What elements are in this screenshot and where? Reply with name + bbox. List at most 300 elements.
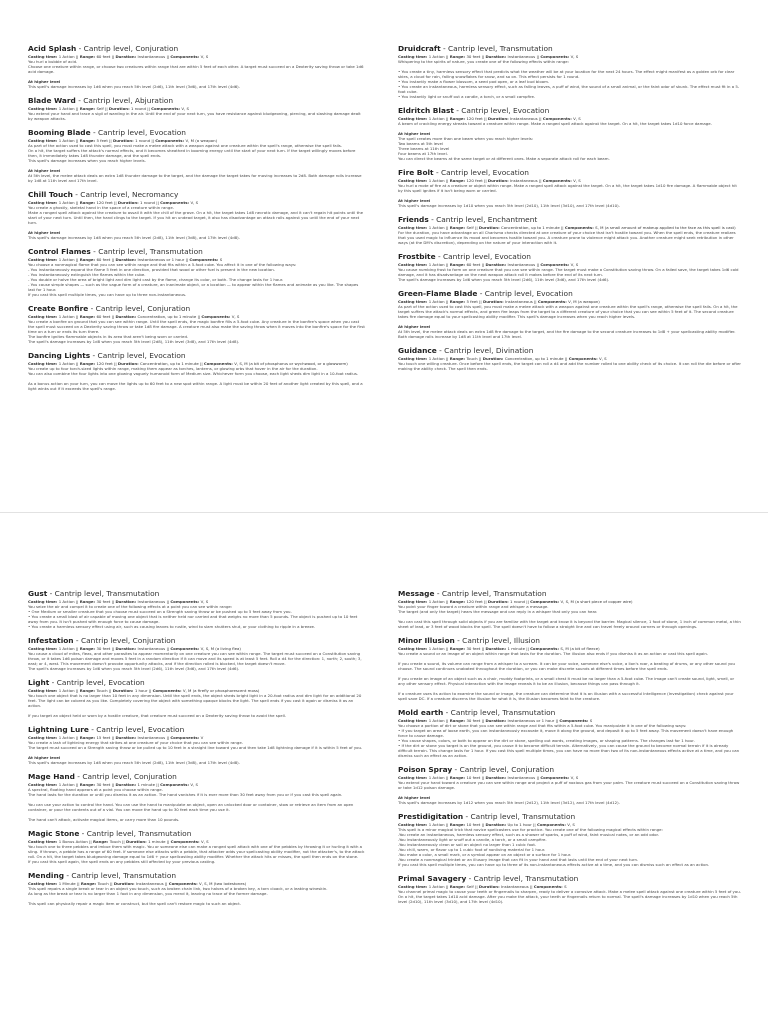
left-column bbox=[28, 589, 366, 1019]
duration-value: Instantaneous bbox=[137, 646, 166, 651]
casting-time-label: Casting time: bbox=[398, 356, 429, 361]
spell-meta: Casting time: 1 Action || Range: Self || Duration: Instantaneous || Components: S bbox=[398, 884, 567, 889]
paragraph: The spell's damage increases by 1d6 when you reach 5th level (2d6), 11th level (3d6), and 17th level (4d6). bbox=[28, 666, 240, 671]
casting-time-value: 1 Action bbox=[58, 361, 75, 366]
spell-entry bbox=[398, 708, 742, 758]
casting-time-value: 1 Action bbox=[428, 822, 445, 827]
components-value: V, S bbox=[570, 54, 579, 59]
spell-title bbox=[28, 871, 366, 880]
casting-time-value: 1 Action bbox=[428, 116, 445, 121]
casting-time-label: Casting time: bbox=[398, 299, 429, 304]
components-value: S, M (a small amount of makeup applied to the face as this spell is cast) bbox=[595, 225, 736, 230]
title-separator: - bbox=[477, 289, 485, 298]
paragraph: As a bonus action on your turn, you can move the lights up to 60 feet to a new spot within range. A light must be within 20 feet of another light created by this spell, and a light winks out if it exceeds the spell's range. bbox=[28, 381, 363, 391]
components-value: V, S bbox=[573, 116, 581, 121]
duration-label: Duration: bbox=[485, 646, 508, 651]
paragraph: -You create an instantaneous, harmless sensory effect, such as a shower of sparks, a puff of wind, faint musical notes, or an odd odor. bbox=[398, 832, 659, 837]
components-value: V, S bbox=[200, 54, 209, 59]
spell-meta: Casting time: 1 Action || Range: 120 feet || Duration: 1 round || Components: V, S, M (a short piece of copper wire) bbox=[398, 599, 633, 604]
paragraph: As part of the action used to cast this spell, you must make a melee attack with a weapon against one creature within the spell's range, otherwise the spell fails. bbox=[28, 143, 343, 148]
components-label: Components: bbox=[151, 106, 182, 111]
spell-description bbox=[398, 827, 742, 867]
components-label: Components: bbox=[530, 599, 561, 604]
casting-time-label: Casting time: bbox=[28, 735, 59, 740]
paragraph: At 5th level, the melee attack deals an extra 1d8 thunder damage to the target, and the damage the target takes for moving increases to 2d8. Both damage rolls increase by 1d8 at 11th level and 17th level. bbox=[28, 173, 362, 183]
duration-value: Instantaneous bbox=[137, 735, 166, 740]
components-label: Components: bbox=[540, 262, 571, 267]
range-label: Range: bbox=[449, 178, 467, 183]
higher-level-heading: At higher level bbox=[398, 198, 431, 203]
spell-name: Eldritch Blast bbox=[398, 106, 454, 115]
range-label: Range: bbox=[449, 262, 467, 267]
spell-entry bbox=[28, 304, 366, 344]
paragraph: You hurl a bubble of acid. bbox=[28, 59, 78, 64]
casting-time-value: 1 Action bbox=[428, 599, 445, 604]
spell-level: Cantrip level, Transmutation bbox=[448, 44, 553, 53]
title-separator: - bbox=[436, 346, 445, 355]
spell-entry bbox=[28, 351, 366, 391]
range-value: 60 feet bbox=[466, 262, 481, 267]
components-value: S bbox=[589, 718, 593, 723]
range-label: Range: bbox=[79, 200, 97, 205]
range-value: Self bbox=[96, 106, 104, 111]
spell-title bbox=[28, 589, 366, 598]
spell-name: Poison Spray bbox=[398, 765, 453, 774]
components-label: Components: bbox=[170, 839, 201, 844]
spell-name: Acid Splash bbox=[28, 44, 77, 53]
paragraph: You channel primal magic to cause your teeth or fingernails to sharpen, ready to deliver a corrosive attack. Make a melee spell attack against one creature within 5 feet of you. On a hit, the target takes 1d10 acid damage. After you make the attack, your teeth or fingernails return to normal. The spell's damage increases by 1d10 when you reach 5th level (2d10), 11th level (3d10), and 17th level (4d10). bbox=[398, 889, 741, 904]
paragraph: You can also combine the four lights into one glowing vaguely humanoid form of Medium size. Whichever form you choose, each light sheds dim light in a 10-foot radius. bbox=[28, 371, 359, 376]
spell-entry bbox=[398, 589, 742, 629]
spell-meta: Casting time: 1 Action || Range: 60 feet || Duration: Instantaneous || Components: V, S bbox=[28, 54, 209, 59]
spell-meta: Casting time: 1 Bonus Action || Range: Touch || Duration: 1 minute || Components: V, S bbox=[28, 839, 209, 844]
spell-entry bbox=[398, 289, 742, 339]
components-value: V bbox=[200, 735, 204, 740]
casting-time-label: Casting time: bbox=[398, 225, 429, 230]
higher-level-heading: At higher level bbox=[28, 79, 61, 84]
paragraph: This spell's damage increases by 1d8 when you reach 5th level (2d8), 11th level (3d8), and 17th level (4d8). bbox=[28, 760, 240, 765]
casting-time-label: Casting time: bbox=[28, 361, 59, 366]
spell-name: Blade Ward bbox=[28, 96, 76, 105]
casting-time-value: 1 Action bbox=[428, 299, 445, 304]
casting-time-value: 1 Minute bbox=[58, 881, 76, 886]
duration-value: 1 minute bbox=[148, 839, 166, 844]
spell-level: Cantrip level, Conjuration bbox=[82, 772, 177, 781]
components-value: V, S, M (a short piece of copper wire) bbox=[560, 599, 633, 604]
paragraph: This spell can physically repair a magic item or construct, but the spell can't restore magic to such an object. bbox=[28, 901, 241, 906]
spell-name: Primal Savagery bbox=[398, 874, 467, 883]
paragraph: - You double or halve the area of bright light and dim light cast by the flame, change its color, or both. The change lasts for 1 hour. bbox=[28, 277, 284, 282]
spell-title bbox=[28, 304, 366, 313]
components-label: Components: bbox=[542, 178, 574, 183]
components-value: V, S bbox=[567, 822, 575, 827]
range-label: Range: bbox=[449, 646, 467, 651]
spell-description bbox=[28, 262, 366, 297]
spell-description bbox=[28, 111, 366, 121]
spell-title bbox=[398, 346, 742, 355]
range-value: 120 feet bbox=[96, 200, 113, 205]
duration-label: Duration: bbox=[115, 257, 138, 262]
duration-label: Duration: bbox=[485, 822, 508, 827]
right-column bbox=[398, 44, 742, 504]
spell-meta: Casting time: 1 Action || Range: 30 feet || Duration: Instantaneous or 1 hour || Components: S bbox=[398, 718, 593, 723]
duration-label: Duration: bbox=[485, 775, 508, 780]
spell-entry bbox=[28, 128, 366, 183]
title-separator: - bbox=[435, 252, 443, 261]
spell-title bbox=[398, 289, 742, 298]
spell-description bbox=[28, 604, 366, 629]
components-label: Components: bbox=[568, 356, 599, 361]
spell-level: Cantrip level, Evocation bbox=[442, 252, 531, 261]
paragraph: You create a sound or an image of an object within range that lasts for the duration. The illusion also ends if you dismiss it as an action or cast this spell again. bbox=[398, 651, 709, 656]
casting-time-label: Casting time: bbox=[28, 314, 59, 319]
paragraph: You cause a cloud of mites, fleas, and other parasites to appear momentarily on one creature you can see within range. The target must succeed on a Constitution saving throw, or it takes 1d6 poison damage and moves 5 feet in a random direction if it can move and its speed is at least 5 feet. Roll a d4 for the direction: 1, north; 2, south; 3, east; or 4, west. This movement doesn't provoke opportunity attacks, and if the direction rolled is blocked, the target doesn't move. bbox=[28, 651, 362, 666]
components-value: V, M (a firefly or phosphorescent moss) bbox=[182, 688, 260, 693]
range-label: Range: bbox=[449, 299, 467, 304]
spell-level: Cantrip level, Evocation bbox=[97, 351, 186, 360]
paragraph: You cause numbing frost to form on one creature that you can see within range. The target must make a Constitution saving throw. On a failed save, the target takes 1d6 cold damage, and it has disadvantage on the next weapon attack roll it makes before the end of its next turn. bbox=[398, 267, 739, 277]
paragraph: You choose a portion of dirt or stone that you can see within range and that fits within a 5-foot cube. You manipulate it in one of the following ways: bbox=[398, 723, 687, 728]
paragraph: • You instantly make a flower blossom, a seed pod open, or a leaf bud bloom. bbox=[398, 79, 550, 84]
spell-level: Cantrip level, Transmutation bbox=[470, 812, 576, 821]
duration-label: Duration: bbox=[487, 178, 511, 183]
components-label: Components: bbox=[536, 822, 568, 827]
paragraph: You touch one willing creature. Once before the spell ends, the target can roll a d4 and add the number rolled to one ability check of its choice. It can roll the die before or after making the ability check. The spell then ends. bbox=[398, 361, 741, 371]
right-column bbox=[398, 589, 742, 1019]
spell-meta: Casting time: 1 Action || Range: 15 feet || Duration: Instantaneous || Components: V bbox=[28, 735, 204, 740]
spell-entry bbox=[28, 678, 366, 718]
components-value: S bbox=[219, 257, 223, 262]
paragraph: If you cast this spell multiple times, you can have up to three of its non-instantaneous effects active at a time, and you can dismiss such an effect as an action. bbox=[398, 862, 710, 867]
duration-label: Duration: bbox=[125, 839, 149, 844]
duration-label: Duration: bbox=[115, 782, 138, 787]
range-value: 120 feet bbox=[466, 116, 483, 121]
spell-title bbox=[28, 190, 366, 199]
paragraph: You choose a nonmagical flame that you can see within range and that fits within a 5-foot cube. You affect it in one of the following ways: bbox=[28, 262, 297, 267]
paragraph: If you cast this spell multiple times, you can have up to three non-instantaneous. bbox=[28, 292, 187, 297]
spell-entry bbox=[398, 874, 742, 904]
paragraph: Choose one creature within range, or choose two creatures within range that are within 5 feet of each other. A target must succeed on a Dexterity saving throw or take 1d6 acid damage. bbox=[28, 64, 364, 74]
range-value: Touch bbox=[466, 356, 478, 361]
components-label: Components: bbox=[540, 775, 571, 780]
paragraph: Three beams at 11th level bbox=[398, 146, 450, 151]
components-label: Components: bbox=[203, 361, 235, 366]
spell-meta: Casting time: 1 Action || Range: 10 feet || Duration: Up to 1 hour || Components: V, S bbox=[398, 822, 575, 827]
paragraph: The hand can't attack, activate magical items, or carry more than 10 pounds. bbox=[28, 817, 180, 822]
title-separator: - bbox=[88, 304, 96, 313]
paragraph: You hurl a mote of fire at a creature or object within range. Make a ranged spell attack against the target. On a hit, the target takes 1d10 fire damage. A flammable object hit by this spell ignites if it isn't being worn or carried. bbox=[398, 183, 737, 193]
spell-description bbox=[398, 723, 742, 758]
paragraph: At 5th level, the melee attack deals an extra 1d8 fire damage to the target, and the fire damage to the second creature increases to 1d8 + your spellcasting ability modifier. Both damage rolls increase by 1d8 at 11th level and 17th level. bbox=[398, 329, 736, 339]
casting-time-label: Casting time: bbox=[398, 599, 429, 604]
casting-time-label: Casting time: bbox=[398, 718, 429, 723]
paragraph: You touch one to three pebbles and imbue them with magic. You or someone else can make a ranged spell attack with one of the pebbles by throwing it or hurling it with a sling. If thrown, a pebble has a range of 60 feet. If someone else attacks with a pebble, that attacker adds your spellcasting ability modifier, not the attacker's, to the attack roll. On a hit, the target takes bludgeoning damage equal to 1d6 + your spellcasting ability modifier. Whether the attack hits or misses, the spell then ends on the stone. bbox=[28, 844, 365, 859]
spell-name: Prestidigitation bbox=[398, 812, 464, 821]
range-label: Range: bbox=[79, 138, 97, 143]
spell-meta: Casting time: 1 Action || Range: Touch || Duration: Concentration, up to 1 minute || Components: V, S bbox=[398, 356, 607, 361]
paragraph: - You instantaneously expand the flame 5 feet in one direction, provided that wood or other fuel is present in the new location. bbox=[28, 267, 275, 272]
spell-entry bbox=[28, 44, 366, 89]
spell-description bbox=[28, 319, 366, 344]
paragraph: • You create a small blast of air capable of moving one object that is neither held nor carried and that weighs no more than 5 pounds. The object is pushed up to 10 feet away from you. It isn't pushed with enough force to cause damage. bbox=[28, 614, 358, 624]
title-separator: - bbox=[74, 772, 83, 781]
title-separator: - bbox=[75, 96, 84, 105]
range-value: Touch bbox=[109, 839, 121, 844]
paragraph: The target (and only the target) hears the message and can reply in a whisper that only you can hear. bbox=[398, 609, 598, 614]
spell-title bbox=[398, 252, 742, 261]
components-value: V, S, M (two lodestones) bbox=[199, 881, 247, 886]
title-separator: - bbox=[434, 589, 442, 598]
paragraph: You create a bonfire on ground that you can see within range. Until the spell ends, the magic bonfire fills a 5-foot cube. Any creature in the bonfire's space when you cast the spell must succeed on a Dexterity saving throw or take 1d8 fire damage. A creature must also make the saving throw when it moves into the bonfire's space for the first time on a turn or ends its turn there. bbox=[28, 319, 365, 334]
casting-time-value: 1 Action bbox=[58, 200, 75, 205]
paragraph: You seize the air and compel it to create one of the following effects at a point you can see within range: bbox=[28, 604, 233, 609]
components-label: Components: bbox=[530, 646, 561, 651]
duration-label: Duration: bbox=[117, 361, 141, 366]
higher-level-heading: At higher level bbox=[398, 324, 431, 329]
range-label: Range: bbox=[79, 54, 97, 59]
paragraph: • If the dirt or stone you target is on the ground, you cause it to become difficult terrain. Alternatively, you can cause the ground to become normal terrain if it is already difficult terrain. This change lasts for 1 hour. If you cast this spell multiple times, you can have no more than two of its non-instantaneous effects active at a time, and you can dismiss such an effect as an action. bbox=[398, 743, 740, 758]
spell-level: Cantrip level, Conjuration bbox=[459, 765, 555, 774]
spell-entry bbox=[398, 215, 742, 245]
range-value: 30 feet bbox=[96, 599, 111, 604]
spell-entry bbox=[28, 96, 366, 121]
duration-label: Duration: bbox=[485, 54, 508, 59]
range-label: Range: bbox=[79, 646, 97, 651]
range-label: Range: bbox=[79, 257, 97, 262]
higher-level-heading: At higher level bbox=[28, 230, 61, 235]
spell-level: Cantrip level, Illusion bbox=[462, 636, 540, 645]
duration-label: Duration: bbox=[115, 735, 138, 740]
range-label: Range: bbox=[449, 116, 467, 121]
range-value: 10 feet bbox=[466, 822, 481, 827]
higher-level-heading: At higher level bbox=[28, 168, 61, 173]
spell-title bbox=[28, 636, 366, 645]
paragraph: This spell's damage increases when you reach higher levels. bbox=[28, 158, 146, 163]
title-separator: - bbox=[440, 44, 449, 53]
range-label: Range: bbox=[449, 775, 467, 780]
components-label: Components: bbox=[533, 884, 565, 889]
components-value: V, S bbox=[231, 314, 240, 319]
duration-label: Duration: bbox=[115, 54, 138, 59]
duration-value: Instantaneous or 1 hour bbox=[137, 257, 185, 262]
range-value: 60 feet bbox=[96, 54, 111, 59]
paragraph: You can use your action to control the hand. You can use the hand to manipulate an object, open an unlocked door or container, stow or retrieve an item from an open container, or pour the contents out of a vial. You can move the hand up to 30 feet each time you use it. bbox=[28, 802, 354, 812]
title-separator: - bbox=[90, 247, 99, 256]
spell-entry bbox=[398, 44, 742, 99]
casting-time-label: Casting time: bbox=[398, 262, 429, 267]
spell-entry bbox=[28, 871, 366, 906]
paragraph: The spell's damage increases by 1d8 when you reach 5th level (2d8), 11th level (3d8), and 17th level (4d8). bbox=[28, 339, 240, 344]
spell-meta: Casting time: 1 Action || Range: 120 feet || Duration: 1 round || Components: V, S bbox=[28, 200, 199, 205]
spell-meta: Casting time: 1 Action || Range: 10 feet || Duration: Instantaneous || Components: V, S bbox=[398, 775, 579, 780]
paragraph: -You create a nonmagical trinket or an illusory image that can fit in your hand and that lasts until the end of your next turn. bbox=[398, 857, 639, 862]
spell-name: Control Flames bbox=[28, 247, 91, 256]
duration-label: Duration: bbox=[115, 599, 138, 604]
range-label: Range: bbox=[79, 106, 97, 111]
casting-time-label: Casting time: bbox=[28, 839, 59, 844]
spell-level: Cantrip level, Conjuration bbox=[80, 636, 176, 645]
casting-time-label: Casting time: bbox=[28, 138, 59, 143]
casting-time-label: Casting time: bbox=[398, 884, 429, 889]
duration-value: Concentration, up to 1 minute bbox=[137, 314, 197, 319]
paragraph: This spell's damage increases by 1d8 when you reach 5th level (2d8), 11th level (3d8), and 17th level (4d8). bbox=[28, 235, 240, 240]
duration-value: Instantaneous bbox=[135, 881, 164, 886]
spell-description bbox=[398, 651, 742, 701]
paragraph: The hand lasts for the duration or until you dismiss it as an action. The hand vanishes if it is ever more than 30 feet away from you or if you cast this spell again. bbox=[28, 792, 343, 797]
spell-entry bbox=[28, 589, 366, 629]
range-value: 30 feet bbox=[466, 54, 481, 59]
spell-description bbox=[398, 230, 742, 245]
title-separator: - bbox=[79, 829, 87, 838]
paragraph: This spell's damage increases by 1d6 when you reach 5th level (2d6), 11th level (3d6), and 17th level (4d6). bbox=[28, 84, 240, 89]
casting-time-label: Casting time: bbox=[398, 822, 429, 827]
casting-time-label: Casting time: bbox=[398, 775, 429, 780]
spell-entry bbox=[398, 106, 742, 161]
casting-time-value: 1 Action bbox=[58, 688, 75, 693]
components-value: V, S bbox=[573, 178, 581, 183]
spell-name: Booming Blade bbox=[28, 128, 91, 137]
title-separator: - bbox=[453, 106, 462, 115]
duration-value: Instantaneous bbox=[137, 54, 166, 59]
spell-name: Message bbox=[398, 589, 435, 598]
range-label: Range: bbox=[449, 599, 467, 604]
paragraph: On a hit, the target suffers the attack's normal effects, and it becomes sheathed in booming energy until the start of your next turn. If the target willingly moves before then, it immediately takes 1d8 thunder damage, and the spell ends. bbox=[28, 148, 356, 158]
left-column bbox=[28, 44, 366, 504]
spell-name: Dancing Lights bbox=[28, 351, 91, 360]
spell-description bbox=[398, 183, 742, 208]
paragraph: A beam of crackling energy streaks toward a creature within range. Make a ranged spell attack against the target. On a hit, the target takes 1d10 force damage. bbox=[398, 121, 712, 126]
spell-name: Light bbox=[28, 678, 50, 687]
duration-value: Instantaneous bbox=[500, 884, 529, 889]
paragraph: Whispering to the spirits of nature, you create one of the following effects within range: bbox=[398, 59, 569, 64]
paragraph: If you cast this spell again, the spell ends on any pebbles still affected by your previous casting. bbox=[28, 859, 216, 864]
components-label: Components: bbox=[152, 688, 183, 693]
spell-level: Cantrip level, Conjuration bbox=[95, 304, 191, 313]
components-value: V, M (a weapon) bbox=[568, 299, 600, 304]
spell-level: Cantrip level, Transmutation bbox=[71, 871, 177, 880]
casting-time-label: Casting time: bbox=[28, 200, 59, 205]
spell-name: Lightning Lure bbox=[28, 725, 89, 734]
range-value: 60 feet bbox=[96, 257, 111, 262]
spell-level: Cantrip level, Conjuration bbox=[83, 44, 179, 53]
spell-name: Magic Stone bbox=[28, 829, 80, 838]
paragraph: Make a ranged spell attack against the creature to assail it with the chill of the grave. On a hit, the target takes 1d8 necrotic damage, and it can't regain hit points until the start of your next turn. Until then, the hand clings to the target. If you hit an undead target, it also has disadvantage on attack rolls against you until the end of your next turn. bbox=[28, 210, 363, 225]
paragraph: • You create a harmless sensory effect using air, such as causing leaves to rustle, wind to slam shutters shut, or your clothing to ripple in a breeze. bbox=[28, 624, 316, 629]
paragraph: You create a lash of lightning energy that strikes at one creature of your choice that you can see within range. bbox=[28, 740, 243, 745]
casting-time-value: 1 Action bbox=[58, 735, 75, 740]
duration-value: 1 round bbox=[135, 138, 151, 143]
duration-value: Concentration, up to 1 minute bbox=[500, 225, 560, 230]
spell-title bbox=[28, 725, 366, 734]
range-label: Range: bbox=[449, 718, 467, 723]
components-label: Components: bbox=[170, 735, 201, 740]
components-label: Components: bbox=[160, 782, 191, 787]
duration-label: Duration: bbox=[487, 116, 511, 121]
paragraph: Two beams at 5th level bbox=[398, 141, 443, 146]
components-value: V, S bbox=[599, 356, 607, 361]
spell-level: Cantrip level, Evocation bbox=[97, 128, 186, 137]
title-separator: - bbox=[463, 812, 471, 821]
title-separator: - bbox=[433, 168, 441, 177]
spell-title bbox=[398, 44, 742, 53]
spell-entry bbox=[398, 812, 742, 867]
spell-name: Mending bbox=[28, 871, 65, 880]
components-label: Components: bbox=[540, 54, 571, 59]
spell-title bbox=[398, 708, 742, 717]
components-value: S bbox=[564, 884, 567, 889]
components-value: V, S bbox=[200, 599, 209, 604]
spell-name: Druidcraft bbox=[398, 44, 441, 53]
range-value: 10 feet bbox=[466, 775, 481, 780]
duration-value: Instantaneous bbox=[507, 262, 536, 267]
spell-name: Green-Flame Blade bbox=[398, 289, 478, 298]
spell-title bbox=[398, 874, 742, 883]
spell-title bbox=[28, 96, 366, 105]
spell-meta: Casting time: 1 Minute || Range: Touch || Duration: Instantaneous || Components: V, S, M (two lodestones) bbox=[28, 881, 247, 886]
range-value: 15 feet bbox=[96, 735, 111, 740]
spell-meta: Casting time: 1 Action || Range: 30 feet || Duration: Instantaneous || Components: V, S bbox=[398, 54, 579, 59]
spell-name: Minor Illusion bbox=[398, 636, 455, 645]
paragraph: If a creature uses its action to examine the sound or image, the creature can determine that it is an illusion with a successful Intelligence (Investigation) check against your spell save DC. If a creature discerns the illusion for what it is, the illusion becomes faint to the creature. bbox=[398, 691, 734, 701]
range-label: Range: bbox=[449, 884, 467, 889]
range-value: 30 feet bbox=[96, 782, 111, 787]
paragraph: The spell's damage increases by 1d6 when you reach 5th level (2d6), 11th level (3d6), and 17th level (4d6). bbox=[398, 277, 610, 282]
paragraph: You extend your hand and trace a sigil of warding in the air. Until the end of your next turn, you have resistance against bludgeoning, piercing, and slashing damage dealt by weapon attacks. bbox=[28, 111, 361, 121]
range-value: 120 feet bbox=[96, 361, 113, 366]
components-label: Components: bbox=[155, 138, 186, 143]
paragraph: If you target an object held or worn by a hostile creature, that creature must succeed on a Dexterity saving throw to avoid the spell. bbox=[28, 713, 286, 718]
range-label: Range: bbox=[449, 225, 467, 230]
spell-title bbox=[398, 589, 742, 598]
spell-title bbox=[28, 351, 366, 360]
casting-time-label: Casting time: bbox=[28, 599, 59, 604]
spell-level: Cantrip level, Transmutation bbox=[441, 589, 547, 598]
range-value: 5 feet bbox=[466, 299, 478, 304]
spell-meta: Casting time: 1 Action || Range: 60 feet || Duration: Instantaneous || Components: V, S bbox=[398, 262, 579, 267]
duration-value: 1 round bbox=[130, 106, 146, 111]
spell-description bbox=[398, 889, 742, 904]
spell-entry bbox=[28, 829, 366, 864]
components-label: Components: bbox=[201, 314, 232, 319]
paragraph: For the duration, you have advantage on all Charisma checks directed at one creature of your choice that isn't hostile toward you. When the spell ends, the creature realizes that you used magic to influence its mood and becomes hostile toward you. A creature prone to violence might attack you. Another creature might seek retribution in other ways (at the DM's discretion), depending on the nature of your interaction with it. bbox=[398, 230, 736, 245]
spell-title bbox=[398, 812, 742, 821]
paragraph: The spell creates more than one beam when you reach higher levels: bbox=[398, 136, 534, 141]
spell-name: Create Bonfire bbox=[28, 304, 89, 313]
paragraph: The target must succeed on a Strength saving throw or be pulled up to 10 feet in a straight line toward you and then take 1d8 lightning damage if it is within 5 feet of you. bbox=[28, 745, 363, 750]
spell-entry bbox=[398, 636, 742, 701]
spell-name: Gust bbox=[28, 589, 48, 598]
title-separator: - bbox=[73, 636, 81, 645]
range-value: 30 feet bbox=[466, 646, 481, 651]
range-value: 30 feet bbox=[466, 718, 481, 723]
components-label: Components: bbox=[170, 599, 201, 604]
paragraph: This spell's damage increases by 1d12 when you reach 5th level (2d12), 11th level (3d12), and 17th level (4d12). bbox=[398, 800, 620, 805]
spell-level: Cantrip level, Evocation bbox=[484, 289, 573, 298]
spell-level: Cantrip level, Abjuration bbox=[83, 96, 174, 105]
spell-level: Cantrip level, Evocation bbox=[461, 106, 550, 115]
components-label: Components: bbox=[537, 299, 569, 304]
duration-value: Instantaneous bbox=[510, 116, 538, 121]
casting-time-value: 1 Action bbox=[428, 54, 445, 59]
spell-description bbox=[398, 59, 742, 99]
casting-time-label: Casting time: bbox=[28, 646, 59, 651]
range-value: 30 feet bbox=[96, 646, 111, 651]
paragraph: -You make a color, a small mark, or a symbol appear on an object or a surface for 1 hour. bbox=[398, 852, 572, 857]
spell-description bbox=[398, 121, 742, 161]
paragraph: You touch one object that is no larger than 10 feet in any dimension. Until the spell ends, the object sheds bright light in a 20-foot radius and dim light for an additional 20 feet. The light can be colored as you like. Completely covering the object with something opaque blocks the light. The spell ends if you cast it again or dismiss it as an action. bbox=[28, 693, 362, 708]
spell-meta: Casting time: 1 Action || Range: 60 feet || Duration: Instantaneous or 1 hour || Components: S bbox=[28, 257, 223, 262]
duration-value: Instantaneous bbox=[505, 299, 533, 304]
